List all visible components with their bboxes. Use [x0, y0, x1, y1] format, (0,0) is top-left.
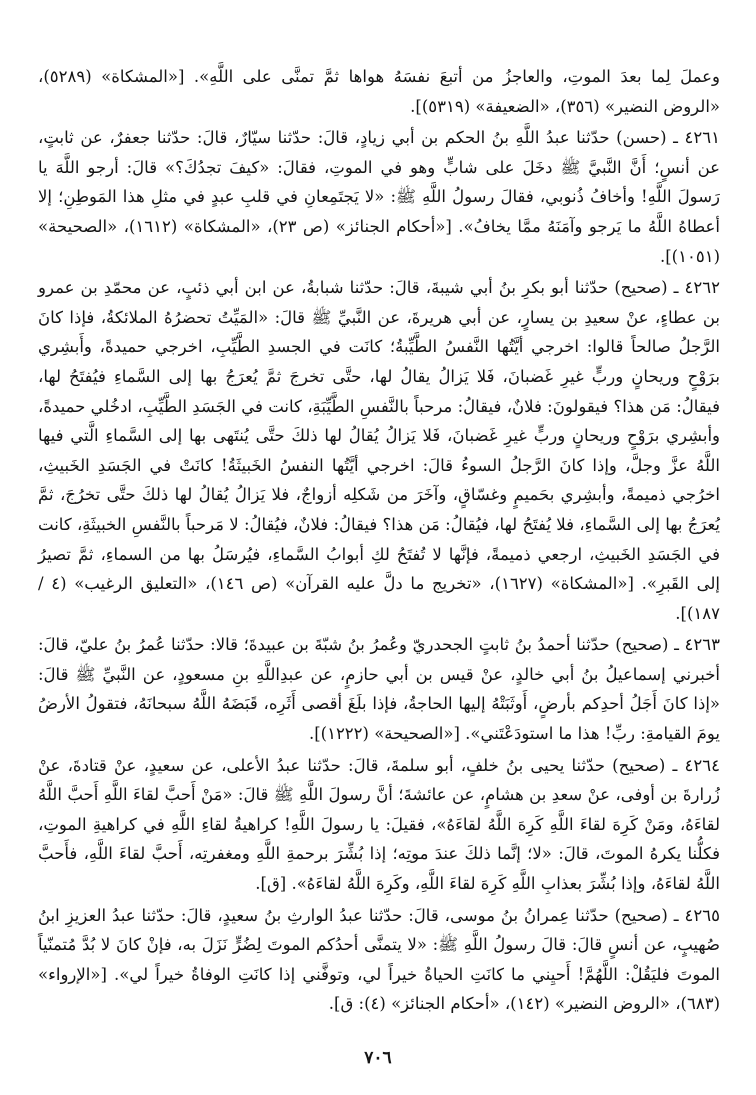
- page-number: ٧٠٦: [364, 1048, 392, 1068]
- hadith-paragraph-4264: ٤٢٦٤ ـ (صحيح) حدّثنا يحيى بنُ خلفٍ، أبو سلمةَ، قالَ: حدّثنا عبدُ الأعلى، عن سعيدٍ، عنْ قتادةَ، عنْ زُرارةَ بن أوفى، عنْ سعدِ بن هشامٍ، عن عائشةَ؛ أنَّ رسولَ اللَّهِ ﷺ قالَ: «مَنْ أَحبَّ لقاءَ اللَّهِ أَحبَّ اللَّهُ لقاءَهُ، ومَنْ كَرِهَ لقاءَ اللَّهِ كَرِهَ اللَّهُ لقاءَهُ»، فقيلَ: يا رسولَ اللَّهِ! كراهيةُ لقاءِ اللَّهِ في كراهيةِ الموتِ، فكلُّنا يكرهُ الموتَ، قالَ: «لا؛ إنَّما ذلكَ عندَ موتِه؛ إذا بُشِّرَ برحمةِ اللَّهِ ومغفرتِه، أَحبَّ لقاءَ اللَّهِ، فأَحبَّ اللَّهُ لقاءَهُ، وإذا بُشِّرَ بعذابِ اللَّهِ كَرِهَ لقاءَ اللَّهِ، وكَرِهَ اللَّهُ لقاءَهُ». [ق].: [38, 755, 720, 894]
- hadith-paragraph-4262: ٤٢٦٢ ـ (صحيح) حدّثنا أبو بكرِ بنُ أبي شيبةَ، قالَ: حدّثنا شبابةُ، عن ابن أبي ذئبٍ، عن محمّدِ بن عمرو بن عطاءٍ، عنْ سعيدِ بن يسارٍ، عن أبي هريرةَ، عن النَّبيِّ ﷺ قالَ: «المَيِّتُ تحضرُهُ الملائكةُ، فإذا كانَ الرَّجلُ صالحاً قالوا: اخرجي أيَّتُها النَّفسُ الطَّيِّبةُ؛ كانَت في الجسدِ الطَّيِّبِ، اخرجي حميدةً، وأَبشِري برَوْحٍ وريحانٍ وربٍّ غيرِ غَضبانَ، فَلا يَزالُ يقالُ لها، حتَّى تخرجَ ثمَّ يُعرَجُ بها إلى السَّماءِ فيُفتَحُ لها، فيقالُ: مَن هذا؟ فيقولونَ: فلانٌ، فيقالُ: مرحباً بالنَّفسِ الطَّيِّبَةِ، كانت في الجَسَدِ الطَّيِّبِ، ادخُلي حميدةً، وأبشِري برَوْحٍ وريحانٍ وربٍّ غيرِ غَضبانَ، فَلا يَزالُ يُقالُ لها ذلكَ حتَّى يُنتَهى بها إلى السَّماءِ الَّتي فيها اللَّهُ عزَّ وجلَّ، وإذا كانَ الرَّجلُ السوءُ قالَ: اخرجي أيَّتُها النفسُ الخَبيثَةُ! كانَتْ في الجَسَدِ الخَبيثِ، اخرُجي ذميمةً، وأبشِري بحَميمٍ وغسّاقٍ، وآخَرَ من شَكلِه أزواجٌ، فلا يَزالُ يُقالُ لها ذلكَ حتَّى تخرُجَ، ثمَّ يُعرَجُ بها إلى السَّماءِ، فلا يُفتَحُ لها، فيُقالُ: مَن هذا؟ فيقالُ: فلانٌ، فيُقالُ: لا مَرحباً بالنَّفسِ الخبيثَةِ، كانت في الجَسَدِ الخَبيثِ، ارجعي ذميمةً، فإنَّها لا تُفتَحُ لكِ أبوابُ السَّماءِ، فيُرسَلُ بها من السماءِ، ثمَّ تصيرُ إلى القَبرِ». [«المشكاة» (١٦٢٧)، «تخريج ما دلَّ عليه القرآن» (ص ١٤٦)، «التعليق الرغيب» (٤ / ١٨٧)].: [38, 278, 720, 623]
- hadith-paragraph-continuation: وعملَ لِما بعدَ الموتِ، والعاجزُ من أتبعَ نفسَهُ هواها ثمَّ تمنَّى على اللَّهِ». [«المشكاة» (٥٢٨٩)، «الروض النضير» (٣٥٦)، «الضعيفة» (٥٣١٩)].: [38, 67, 720, 116]
- hadith-paragraph-4265: ٤٢٦٥ ـ (صحيح) حدّثنا عِمرانُ بنُ موسى، قالَ: حدّثنا عبدُ الوارثِ بنُ سعيدٍ، قالَ: حدّثنا عبدُ العزيزِ ابنُ صُهيبٍ، عن أنسٍ قالَ: قالَ رسولُ اللَّهِ ﷺ: «لا يتمنَّى أحدُكم الموتَ لِضُرٍّ نَزَلَ به، فإنْ كانَ لا بُدَّ مُتمنّياً الموتَ فليَقُلْ: اللَّهُمَّ! أَحيِني ما كانَتِ الحياةُ خيراً لي، وتوفَّني إذا كانَتِ الوفاةُ خيراً لي». [«الإرواء» (٦٨٣)، «الروض النضير» (١٤٢)، «أحكام الجنائز» (٤): ق].: [38, 905, 720, 1014]
- hadith-paragraph-4263: ٤٢٦٣ ـ (صحيح) حدّثنا أحمدُ بنُ ثابتٍ الجحدريّ وعُمرُ بنُ شبّةَ بن عبيدةَ؛ قالا: حدّثنا عُمرُ بنُ عليّ، قالَ: أخبرني إسماعيلُ بنُ أبي خالدٍ، عنْ قيس بن أبي حازمٍ، عن عبدِاللَّهِ بنِ مسعودٍ، عن النَّبيِّ ﷺ قالَ: «إذا كانَ أَجَلُ أحدِكم بأرضٍ، أَوثَبَتْهُ إليها الحاجةُ، فإذا بلَغَ أقصى أَثَرِه، قَبَضَهُ اللَّهُ سبحانَهُ، فتقولُ الأرضُ يومَ القيامةِ: ربِّ! هذا ما استودَعْتَني». [«الصحيحة» (١٢٢٢)].: [38, 635, 720, 744]
- page-body: [38, 62, 720, 1019]
- hadith-paragraph-4261: ٤٢٦١ ـ (حسن) حدّثنا عبدُ اللَّهِ بنُ الحكم بن أبي زيادٍ، قالَ: حدّثنا سيّارٌ، قالَ: حدّثنا جعفرٌ، عن ثابتٍ، عن أنسٍ؛ أَنَّ النَّبيَّ ﷺ دخَلَ على شابٍّ وهو في الموتِ، فقالَ: «كيفَ تجدُكَ؟» قالَ: أرجو اللَّهَ يا رَسولَ اللَّهِ! وأخافُ ذُنوبي، فقالَ رسولُ اللَّهِ ﷺ: «لا يَجتَمِعانِ في قلبِ عبدٍ في مثلِ هذا المَوطِنِ؛ إلا أعطاهُ اللَّهُ ما يَرجو وآمَنَهُ ممَّا يخافُ». [«أحكام الجنائز» (ص ٢٣)، «المشكاة» (١٦١٢)، «الصحيحة» (١٠٥١)].: [38, 128, 720, 266]
